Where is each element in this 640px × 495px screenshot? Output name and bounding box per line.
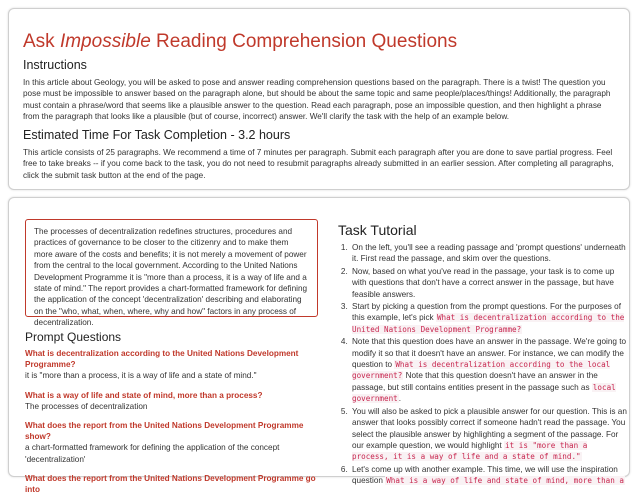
task-tutorial-heading: Task Tutorial [338,222,417,238]
time-text: This article consists of 25 paragraphs. We recommend a time of 7 minutes per paragraph. Submit each paragraph after you are done to save partial progress. Feel free to take breaks -- if you come back to the task, you do not need to resubmit paragraphs already submitted in an earlier session. After completing all paragraphs, click the submit task button at the end of the page. [23,148,614,180]
prompt-questions-heading: Prompt Questions [25,330,122,344]
tutorial-step-1: 1. On the left, you'll see a reading passage and 'prompt questions' underneath it. First read the passage, and skim over the questions. [350,242,628,265]
tutorial-step-6: 6. Let's come up with another example. This time, we will use the inspiration question What is a way of life and state of mind, more than a [350,464,628,487]
modified-question-code: What is decentralization according to the local government? [352,360,611,381]
prompt-answer: a chart-formatted framework for defining the application of the concept 'decentralization' [25,443,280,464]
prompt-question: What is a way of life and state of mind, more than a process? [25,390,263,400]
prompt-answer: The processes of decentralization [25,401,148,411]
task-card [8,197,630,495]
instructions-card [8,8,630,190]
tutorial-step-5: 5. You will also be asked to pick a plausible answer for our question. This is an answer that looks possibly correct if someone hadn't read the passage. You select the plausible answer by highlighting a segment of the passage. For our example question, we would highlight it is "more than a process, it is a way of life and a state of mind." [350,406,628,463]
prompt-question: What is decentralization according to the United Nations Development Programme? [25,349,299,370]
page-title: Ask Impossible Reading Comprehension Questions [23,31,458,52]
entity-code: local government [352,382,616,404]
tutorial-step-2: 2. Now, based on what you've read in the passage, your task is to come up with questions that don't have a correct answer in the passage, but have feasible answers. [350,266,628,300]
task-tutorial [338,242,628,488]
instructions-heading: Instructions [23,58,87,72]
plausible-answer-code: it is "more than a process, it is a way of life and a state of mind." [352,440,588,462]
instructions-text: In this article about Geology, you will be asked to pose and answer reading comprehension questions based on the paragraph. There is a twist! The question you pose must be impossible to answer based on the paragraph alone, but should be about the same topic and same people/places/things! Additionally, the paragraph must contain a phrase/word that seems like a plausible answer to the question. Read each paragraph, pose an impossible question, and then highlight a phrase from the paragraph that looks like a plausible (but of course, incorrect) answer. We'll clarify the task with the help of an example below. [23,78,611,121]
reading-passage[interactable]: The processes of decentralization redefines structures, procedures and practices of governance to be closer to the citizenry and to make them more aware of the costs and benefits; it is not merely a movement of power from the central to the local government. According to the United Nations Development Programme it is "more than a process, it is a way of life and a state of mind." The report provides a chart-formatted framework for defining the application of the concept 'decentralization' describing and elaborating on the "who, what, when, where, why and how" factors in any process of decentralization. [25,219,318,317]
prompt-questions-list [25,348,325,495]
example-question-code: What is decentralization according to the United Nations Development Programme? [352,313,625,334]
time-heading: Estimated Time For Task Completion - 3.2 hours [23,128,291,143]
tutorial-step-3: 3. Start by picking a question from the prompt questions. For the purposes of this example, let's pick What is decentralization according to the United Nations Development Programme? [350,301,628,335]
inspiration-question-code: What is a way of life and state of mind, more than a [386,476,624,486]
prompt-question: What does the report from the United Nations Development Programme go into [25,473,316,495]
prompt-question: What does the report from the United Nations Development Programme show? [25,421,304,442]
tutorial-step-4: 4. Note that this question does have an answer in the passage. We're going to modify it so that it doesn't have an answer. For instance, we can modify the question to What is decentralization according to the local government? Note that this question doesn't have an answer in the passage, but still contains entities present in the passage such as local government. [350,336,628,404]
prompt-answer: it is "more than a process, it is a way of life and a state of mind." [25,371,257,381]
